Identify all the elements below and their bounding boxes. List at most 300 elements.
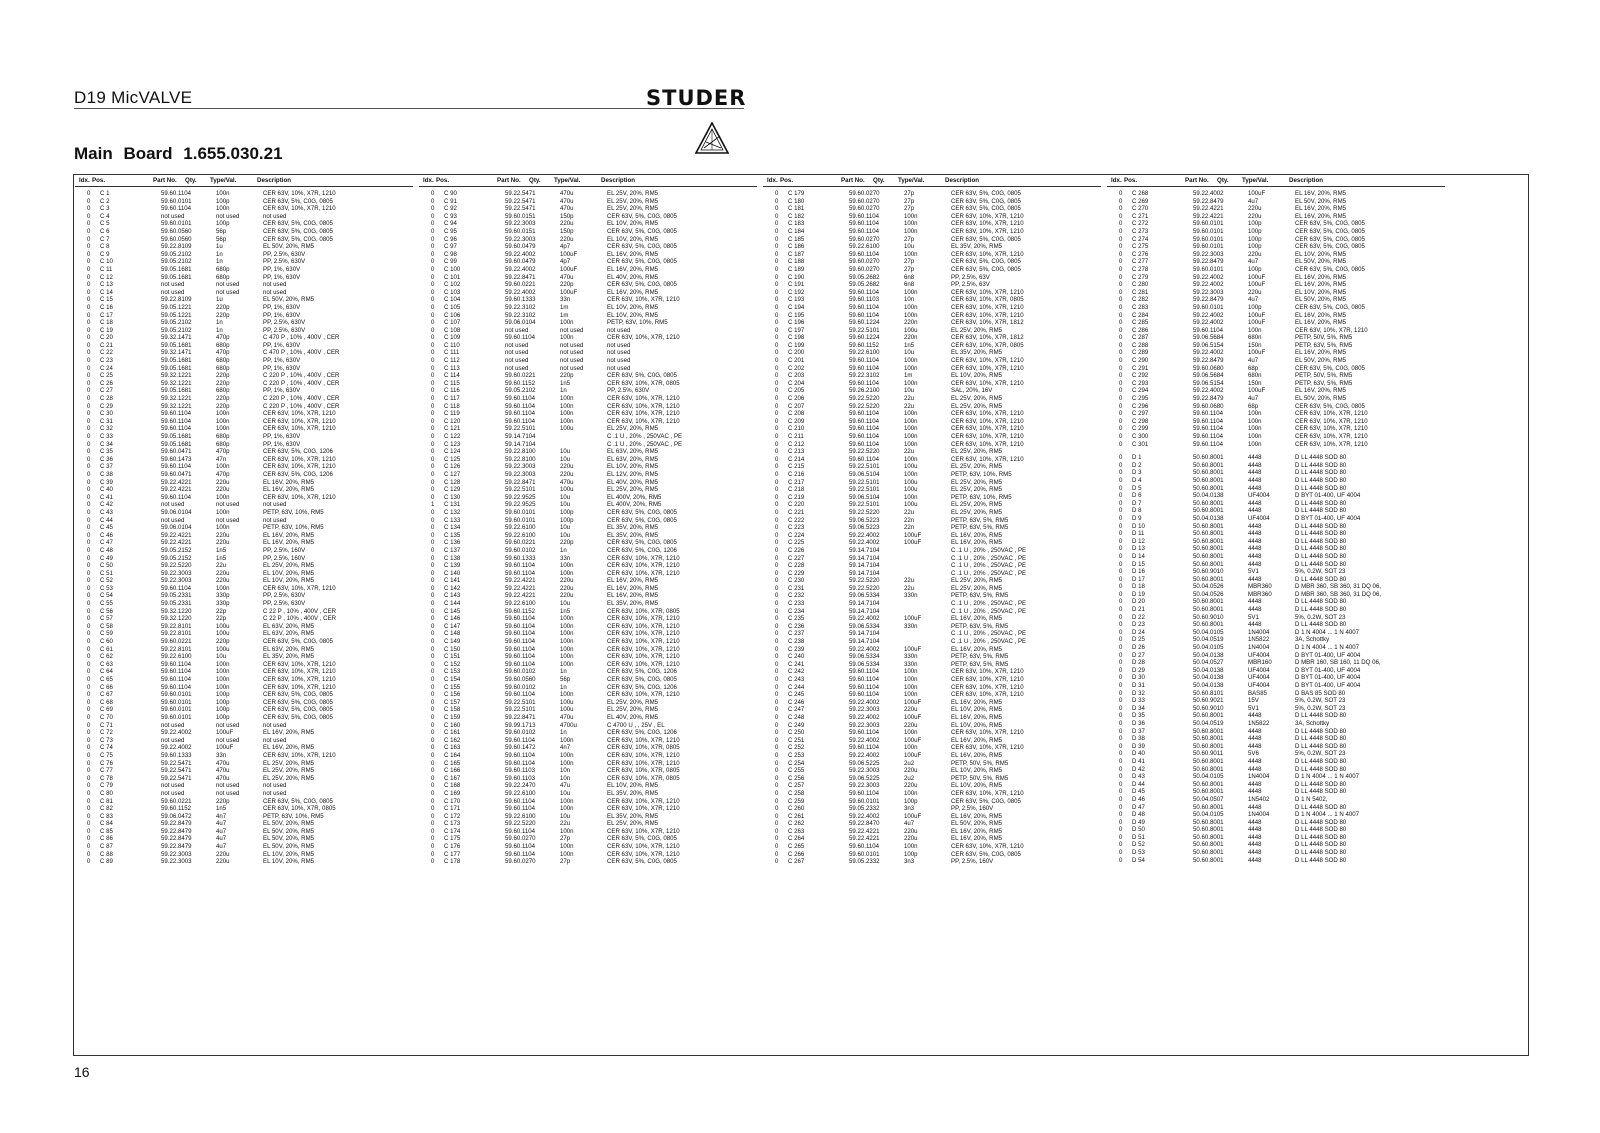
part-number-cell: 59.60.1104 bbox=[849, 417, 880, 425]
idx-cell: 0 bbox=[1119, 250, 1123, 258]
description-cell: D LL 4448 SOD 80 bbox=[1295, 788, 1347, 796]
description-cell: EL 10V, 20%, RM5 bbox=[951, 721, 1003, 729]
type-value-cell: 100n bbox=[904, 440, 918, 448]
part-number-cell: 50.60.8001 bbox=[1193, 606, 1224, 614]
table-row bbox=[1107, 312, 1445, 320]
pos-cell: C 110 bbox=[444, 341, 460, 349]
table-row bbox=[419, 190, 757, 198]
part-number-cell: 59.22.3102 bbox=[849, 372, 880, 380]
description-cell: EL 50V, 20%, RM5 bbox=[1295, 395, 1347, 403]
idx-cell: 0 bbox=[87, 858, 91, 866]
description-cell: D LL 4448 SOD 80 bbox=[1295, 552, 1347, 560]
table-row bbox=[763, 858, 1101, 866]
type-value-cell: 4448 bbox=[1248, 552, 1262, 560]
description-cell: EL 10V, 20%, RM5 bbox=[607, 463, 659, 471]
description-cell: EL 25V, 20%, RM5 bbox=[951, 577, 1003, 585]
idx-cell: 0 bbox=[431, 744, 435, 752]
table-row bbox=[419, 395, 757, 403]
type-value-cell: 220u bbox=[216, 478, 230, 486]
pos-cell: C 27 bbox=[100, 387, 113, 395]
pos-cell: C 90 bbox=[444, 190, 457, 197]
type-value-cell: 100u bbox=[560, 486, 574, 494]
idx-cell: 0 bbox=[87, 706, 91, 714]
description-cell: not used bbox=[607, 341, 631, 349]
pos-cell: C 129 bbox=[444, 486, 461, 494]
idx-cell: 0 bbox=[1119, 235, 1123, 243]
idx-cell: 0 bbox=[87, 592, 91, 600]
type-value-cell: 100n bbox=[1248, 417, 1262, 425]
table-row bbox=[1107, 743, 1445, 751]
type-value-cell: 220u bbox=[216, 858, 230, 866]
part-number-cell: 50.60.8001 bbox=[1193, 461, 1224, 469]
type-value-cell: 27p bbox=[904, 258, 915, 266]
description-cell: EL 10V, 20%, RM5 bbox=[263, 569, 315, 577]
idx-cell: 0 bbox=[431, 296, 435, 304]
part-number-cell: 59.60.1104 bbox=[849, 455, 880, 463]
type-value-cell: 15V bbox=[1248, 697, 1259, 705]
part-number-cell: 59.22.4002 bbox=[849, 645, 880, 653]
idx-cell: 0 bbox=[1119, 575, 1123, 583]
idx-cell: 0 bbox=[1119, 795, 1123, 803]
part-number-cell: 59.14.7104 bbox=[849, 638, 880, 646]
table-row bbox=[75, 835, 413, 843]
part-number-cell: 59.60.0101 bbox=[1193, 220, 1224, 228]
type-value-cell: 470u bbox=[560, 273, 574, 281]
description-cell: EL 16V, 20%, RM5 bbox=[1295, 205, 1347, 213]
table-row bbox=[763, 653, 1101, 661]
description-cell: CER 63V, 5%, C0G, 1206 bbox=[607, 729, 677, 737]
table-row bbox=[1107, 728, 1445, 736]
part-number-cell: 59.60.1104 bbox=[161, 683, 192, 691]
pos-cell: D 15 bbox=[1132, 560, 1145, 568]
idx-cell: 0 bbox=[431, 212, 435, 220]
type-value-cell: 100n bbox=[216, 463, 230, 471]
table-row bbox=[1107, 304, 1445, 312]
table-row bbox=[1107, 492, 1445, 500]
type-value-cell: 100n bbox=[560, 797, 574, 805]
pos-cell: C 275 bbox=[1132, 243, 1149, 251]
pos-cell: C 61 bbox=[100, 645, 113, 653]
idx-cell: 0 bbox=[1119, 712, 1123, 720]
table-row bbox=[1107, 410, 1445, 418]
pos-cell: C 238 bbox=[788, 638, 805, 646]
description-cell: CER 63V, 10%, X7R, 1210 bbox=[951, 691, 1024, 699]
pos-cell: C 197 bbox=[788, 326, 805, 334]
part-number-cell: 59.60.1224 bbox=[849, 319, 880, 327]
type-value-cell: 4p7 bbox=[560, 258, 571, 266]
part-number-cell: 59.60.1104 bbox=[1193, 440, 1224, 448]
part-number-cell: 59.22.4002 bbox=[849, 615, 880, 623]
table-row bbox=[1107, 418, 1445, 426]
pos-cell: C 175 bbox=[444, 835, 461, 843]
description-cell: C 220 P , 10% , 400V , CER bbox=[263, 402, 340, 410]
description-cell: CER 63V, 5%, C0G, 0805 bbox=[1295, 364, 1365, 372]
description-cell: D LL 4448 SOD 80 bbox=[1295, 833, 1347, 841]
part-number-cell: 50.60.8001 bbox=[1193, 545, 1224, 553]
type-value-cell: 100n bbox=[560, 562, 574, 570]
table-row bbox=[763, 205, 1101, 213]
description-cell: EL 16V, 20%, RM5 bbox=[951, 827, 1003, 835]
pos-cell: C 163 bbox=[444, 744, 461, 752]
table-row bbox=[419, 334, 757, 342]
description-cell: D BYT 01-400, UF 4004 bbox=[1295, 666, 1361, 674]
description-cell: PETP, 63V, 5%, RM5 bbox=[951, 516, 1009, 524]
idx-cell: 0 bbox=[775, 395, 779, 403]
table-row bbox=[419, 699, 757, 707]
idx-cell: 0 bbox=[775, 721, 779, 729]
description-cell: EL 16V, 20%, RM5 bbox=[263, 478, 315, 486]
description-cell: CER 63V, 10%, X7R, 1210 bbox=[951, 668, 1024, 676]
part-number-cell: 59.22.4002 bbox=[161, 744, 192, 752]
pos-cell: C 195 bbox=[788, 311, 805, 319]
header-idx: Idx. bbox=[79, 177, 90, 184]
pos-cell: C 187 bbox=[788, 250, 805, 258]
description-cell: CER 63V, 10%, X7R, 1210 bbox=[263, 417, 336, 425]
pos-cell: C 161 bbox=[444, 729, 461, 737]
table-row bbox=[763, 304, 1101, 312]
description-cell: EL 16V, 20%, RM5 bbox=[1295, 212, 1347, 220]
type-value-cell: 100u bbox=[904, 478, 918, 486]
table-row bbox=[1107, 515, 1445, 523]
description-cell: EL 16V, 20%, RM5 bbox=[951, 698, 1003, 706]
description-cell: not used bbox=[263, 501, 287, 509]
idx-cell: 0 bbox=[1119, 788, 1123, 796]
description-cell: CER 63V, 10%, X7R, 1210 bbox=[951, 379, 1024, 387]
part-number-cell: 59.22.5220 bbox=[849, 402, 880, 410]
part-number-cell: 59.22.8471 bbox=[505, 478, 536, 486]
part-number-cell: 50.60.8001 bbox=[1193, 522, 1224, 530]
pos-cell: D 29 bbox=[1132, 666, 1145, 674]
pos-cell: C 38 bbox=[100, 470, 113, 478]
pos-cell: C 274 bbox=[1132, 235, 1149, 243]
pos-cell: C 255 bbox=[788, 767, 805, 775]
description-cell: CER 63V, 10%, X7R, 1210 bbox=[607, 395, 680, 403]
part-number-cell: 59.05.1681 bbox=[161, 433, 192, 440]
table-row bbox=[763, 281, 1101, 289]
part-number-cell: 59.60.1104 bbox=[849, 212, 880, 220]
pos-cell: C 264 bbox=[788, 835, 805, 843]
part-number-cell: 59.05.1221 bbox=[161, 311, 192, 319]
idx-cell: 0 bbox=[431, 539, 435, 547]
pos-cell: C 222 bbox=[788, 516, 805, 524]
type-value-cell: 100n bbox=[904, 250, 918, 258]
part-number-cell: 50.60.8001 bbox=[1193, 818, 1224, 826]
type-value-cell: 100p bbox=[216, 713, 230, 721]
idx-cell: 1 bbox=[431, 501, 435, 509]
type-value-cell: 4448 bbox=[1248, 841, 1262, 849]
description-cell: EL 50V, 20%, RM5 bbox=[1295, 197, 1347, 205]
pos-cell: C 17 bbox=[100, 311, 113, 319]
part-number-cell: 59.60.0101 bbox=[505, 516, 536, 524]
table-row bbox=[763, 456, 1101, 464]
pos-cell: D 2 bbox=[1132, 461, 1142, 469]
brand-logo-text: STUDER bbox=[646, 86, 747, 110]
pos-cell: C 257 bbox=[788, 782, 805, 790]
table-row bbox=[1107, 690, 1445, 698]
part-number-cell: 50.60.8001 bbox=[1193, 841, 1224, 849]
type-value-cell: 100n bbox=[216, 668, 230, 676]
table-row bbox=[763, 562, 1101, 570]
description-cell: CER 63V, 10%, X7R, 1210 bbox=[951, 440, 1024, 448]
pos-cell: C 208 bbox=[788, 410, 805, 418]
idx-cell: 0 bbox=[87, 387, 91, 395]
pos-cell: C 42 bbox=[100, 501, 113, 509]
description-cell: PETP, 63V, 5%, RM5 bbox=[951, 524, 1009, 532]
type-value-cell: 100n bbox=[560, 645, 574, 653]
part-number-cell: 59.22.4221 bbox=[1193, 205, 1224, 213]
table-row bbox=[419, 729, 757, 737]
pos-cell: C 200 bbox=[788, 349, 805, 357]
table-row bbox=[75, 820, 413, 828]
pos-cell: C 105 bbox=[444, 303, 461, 311]
type-value-cell: 100u bbox=[560, 425, 574, 433]
pos-cell: C 173 bbox=[444, 820, 461, 828]
pos-cell: C 131 bbox=[444, 501, 461, 509]
type-value-cell: 1N5822 bbox=[1248, 719, 1270, 727]
type-value-cell: 100uF bbox=[904, 531, 922, 539]
description-cell: PP, 2.5%, 160V bbox=[263, 554, 306, 562]
description-cell: D LL 4448 SOD 80 bbox=[1295, 522, 1347, 530]
pos-cell: C 3 bbox=[100, 205, 110, 213]
idx-cell: 0 bbox=[1119, 288, 1123, 296]
description-cell: CER 63V, 10%, X7R, 1210 bbox=[263, 425, 336, 433]
description-cell: EL 50V, 20%, RM5 bbox=[263, 296, 315, 304]
table-row bbox=[763, 646, 1101, 654]
idx-cell: 0 bbox=[1119, 476, 1123, 484]
description-cell: CER 63V, 5%, C0G, 0805 bbox=[263, 638, 333, 646]
idx-cell: 0 bbox=[1119, 499, 1123, 507]
type-value-cell: 22u bbox=[904, 448, 915, 456]
pos-cell: C 247 bbox=[788, 706, 805, 714]
table-row bbox=[75, 722, 413, 730]
idx-cell: 0 bbox=[87, 508, 91, 516]
pos-cell: C 260 bbox=[788, 805, 805, 813]
idx-cell: 0 bbox=[1119, 372, 1123, 380]
part-number-cell: 59.05.2331 bbox=[161, 600, 192, 608]
table-row bbox=[763, 805, 1101, 813]
part-number-cell: 59.60.0101 bbox=[505, 508, 536, 516]
pos-cell: C 47 bbox=[100, 539, 113, 547]
description-cell: CER 63V, 5%, C0G, 0805 bbox=[607, 258, 677, 266]
type-value-cell: 220u bbox=[904, 835, 918, 843]
table-row bbox=[419, 737, 757, 745]
pos-cell: C 215 bbox=[788, 463, 805, 471]
description-cell: CER 63V, 10%, X7R, 1210 bbox=[1295, 425, 1368, 433]
type-value-cell: 2u2 bbox=[904, 774, 915, 782]
part-number-cell: not used bbox=[161, 288, 185, 296]
table-row bbox=[763, 425, 1101, 433]
type-value-cell: 220u bbox=[1248, 212, 1262, 220]
pos-cell: C 101 bbox=[444, 273, 461, 281]
pos-cell: C 123 bbox=[444, 440, 461, 448]
type-value-cell: 220u bbox=[216, 531, 230, 539]
idx-cell: 0 bbox=[1119, 841, 1123, 849]
pos-cell: C 52 bbox=[100, 577, 113, 585]
table-row bbox=[419, 623, 757, 631]
pos-cell: C 93 bbox=[444, 212, 457, 220]
part-number-cell: 59.60.1104 bbox=[161, 463, 192, 471]
pos-cell: C 299 bbox=[1132, 425, 1149, 433]
pos-cell: C 58 bbox=[100, 622, 113, 630]
table-row bbox=[419, 327, 757, 335]
idx-cell: 0 bbox=[431, 638, 435, 646]
idx-cell: 0 bbox=[1119, 492, 1123, 500]
table-row bbox=[763, 760, 1101, 768]
pos-cell: D 43 bbox=[1132, 773, 1145, 781]
description-cell: CER 63V, 10%, X7R, 1210 bbox=[607, 850, 680, 858]
idx-cell: 0 bbox=[775, 660, 779, 668]
table-row bbox=[419, 676, 757, 684]
pos-cell: C 171 bbox=[444, 805, 461, 813]
description-cell: CER 63V, 10%, X7R, 1210 bbox=[607, 554, 680, 562]
idx-cell: 0 bbox=[775, 736, 779, 744]
description-cell: CER 63V, 5%, C0G, 0805 bbox=[607, 858, 677, 866]
pos-cell: C 236 bbox=[788, 622, 805, 630]
part-number-cell: 50.04.0105 bbox=[1193, 628, 1224, 636]
description-cell: PETP, 50V, 5%, RM5 bbox=[1295, 334, 1353, 342]
table-row bbox=[1107, 682, 1445, 690]
idx-cell: 0 bbox=[775, 653, 779, 661]
pos-cell: C 298 bbox=[1132, 417, 1149, 425]
pos-cell: C 189 bbox=[788, 265, 805, 273]
table-row bbox=[75, 448, 413, 456]
part-number-cell: 59.22.4221 bbox=[161, 531, 192, 539]
idx-cell: 0 bbox=[1119, 507, 1123, 515]
table-row bbox=[419, 646, 757, 654]
idx-cell: 0 bbox=[87, 311, 91, 319]
idx-cell: 0 bbox=[431, 706, 435, 714]
description-cell: CER 63V, 10%, X7R, 1210 bbox=[951, 303, 1024, 311]
idx-cell: 0 bbox=[87, 410, 91, 418]
type-value-cell: UF4004 bbox=[1248, 666, 1270, 674]
description-cell: CER 63V, 10%, X7R, 1210 bbox=[607, 805, 680, 813]
table-row bbox=[763, 471, 1101, 479]
idx-cell: 0 bbox=[1119, 303, 1123, 311]
part-number-cell: 50.60.8001 bbox=[1193, 530, 1224, 538]
type-value-cell: 1n5 bbox=[904, 341, 915, 349]
pos-cell: C 8 bbox=[100, 243, 110, 251]
pos-cell: C 72 bbox=[100, 729, 113, 737]
idx-cell: 0 bbox=[431, 736, 435, 744]
idx-cell: 0 bbox=[87, 227, 91, 235]
type-value-cell: 3n3 bbox=[904, 858, 915, 866]
type-value-cell: 100n bbox=[560, 319, 574, 327]
pos-cell: C 22 bbox=[100, 349, 113, 357]
part-number-cell: 59.60.0221 bbox=[161, 638, 192, 646]
part-number-cell: 59.60.1104 bbox=[1193, 417, 1224, 425]
description-cell: CER 63V, 10%, X7R, 1210 bbox=[607, 797, 680, 805]
table-row bbox=[763, 448, 1101, 456]
part-number-cell: 59.22.4002 bbox=[849, 736, 880, 744]
pos-cell: C 178 bbox=[444, 858, 461, 866]
pos-cell: C 2 bbox=[100, 197, 110, 205]
description-cell: CER 63V, 5%, C0G, 0805 bbox=[607, 372, 677, 380]
idx-cell: 0 bbox=[1119, 417, 1123, 425]
part-number-cell: 59.22.5471 bbox=[161, 774, 192, 782]
idx-cell: 0 bbox=[87, 691, 91, 699]
part-number-cell: 59.22.3102 bbox=[505, 303, 536, 311]
type-value-cell: 100n bbox=[904, 493, 918, 501]
idx-cell: 0 bbox=[1119, 560, 1123, 568]
description-cell: PP, 1%, 630V bbox=[263, 303, 301, 311]
type-value-cell: UF4004 bbox=[1248, 514, 1270, 522]
table-row bbox=[419, 494, 757, 502]
part-number-cell: 59.60.1104 bbox=[1193, 410, 1224, 418]
table-row bbox=[419, 820, 757, 828]
idx-cell: 0 bbox=[431, 546, 435, 554]
table-row bbox=[1107, 720, 1445, 728]
description-cell: EL 16V, 20%, RM5 bbox=[951, 835, 1003, 843]
idx-cell: 0 bbox=[775, 751, 779, 759]
part-number-cell: 59.22.6100 bbox=[849, 243, 880, 251]
type-value-cell: 100n bbox=[560, 827, 574, 835]
part-number-cell: 59.60.0270 bbox=[849, 235, 880, 243]
pos-cell: C 292 bbox=[1132, 372, 1149, 380]
table-row bbox=[1107, 857, 1445, 865]
part-number-cell: 59.60.1104 bbox=[505, 751, 536, 759]
pos-cell: D 46 bbox=[1132, 795, 1145, 803]
header-idx: Idx. bbox=[423, 177, 434, 184]
type-value-cell: 220u bbox=[904, 827, 918, 835]
idx-cell: 0 bbox=[1119, 265, 1123, 273]
description-cell: CER 63V, 5%, C0G, 0805 bbox=[1295, 243, 1365, 251]
pos-cell: C 212 bbox=[788, 440, 805, 448]
pos-cell: C 31 bbox=[100, 417, 113, 425]
idx-cell: 0 bbox=[775, 281, 779, 289]
part-number-cell: 59.22.5220 bbox=[849, 395, 880, 403]
part-number-cell: 59.60.0101 bbox=[161, 698, 192, 706]
type-value-cell: 100n bbox=[904, 227, 918, 235]
pos-cell: D 31 bbox=[1132, 682, 1145, 689]
description-cell: C 220 P , 10% , 400V , CER bbox=[263, 395, 340, 403]
table-row bbox=[75, 289, 413, 297]
description-cell: EL 16V, 20%, RM5 bbox=[263, 486, 315, 494]
type-value-cell: 470u bbox=[560, 197, 574, 205]
idx-cell: 0 bbox=[431, 858, 435, 866]
part-number-cell: 59.22.5101 bbox=[849, 463, 880, 471]
pos-cell: C 122 bbox=[444, 433, 461, 440]
description-cell: EL 25V, 20%, RM5 bbox=[951, 501, 1003, 509]
table-row bbox=[75, 312, 413, 320]
type-value-cell: 100uF bbox=[216, 729, 234, 737]
idx-cell: 0 bbox=[87, 698, 91, 706]
table-row bbox=[75, 509, 413, 517]
idx-cell: 0 bbox=[87, 197, 91, 205]
table-row bbox=[419, 638, 757, 646]
type-value-cell: 100n bbox=[216, 205, 230, 213]
table-row bbox=[419, 357, 757, 365]
idx-cell: 0 bbox=[1119, 651, 1123, 659]
type-value-cell: 150p bbox=[560, 212, 574, 220]
description-cell: CER 63V, 10%, X7R, 1210 bbox=[951, 212, 1024, 220]
idx-cell: 0 bbox=[1119, 780, 1123, 788]
idx-cell: 0 bbox=[431, 357, 435, 365]
idx-cell: 0 bbox=[775, 622, 779, 630]
type-value-cell: 22n bbox=[904, 524, 915, 532]
table-row bbox=[1107, 750, 1445, 758]
description-cell: CER 63V, 10%, X7R, 1210 bbox=[951, 288, 1024, 296]
type-value-cell: 100uF bbox=[904, 645, 922, 653]
description-cell: CER 63V, 10%, X7R, 1210 bbox=[263, 676, 336, 683]
description-cell: PP, 2.5%, 630V bbox=[263, 258, 306, 266]
idx-cell: 0 bbox=[87, 463, 91, 471]
part-number-cell: 59.06.0104 bbox=[505, 319, 536, 327]
idx-cell: 0 bbox=[87, 668, 91, 676]
description-cell: CER 63V, 10%, X7R, 0805 bbox=[607, 774, 680, 782]
part-number-cell: 59.60.0101 bbox=[161, 713, 192, 721]
part-number-cell: 59.22.3003 bbox=[849, 767, 880, 775]
pos-cell: C 206 bbox=[788, 395, 805, 403]
